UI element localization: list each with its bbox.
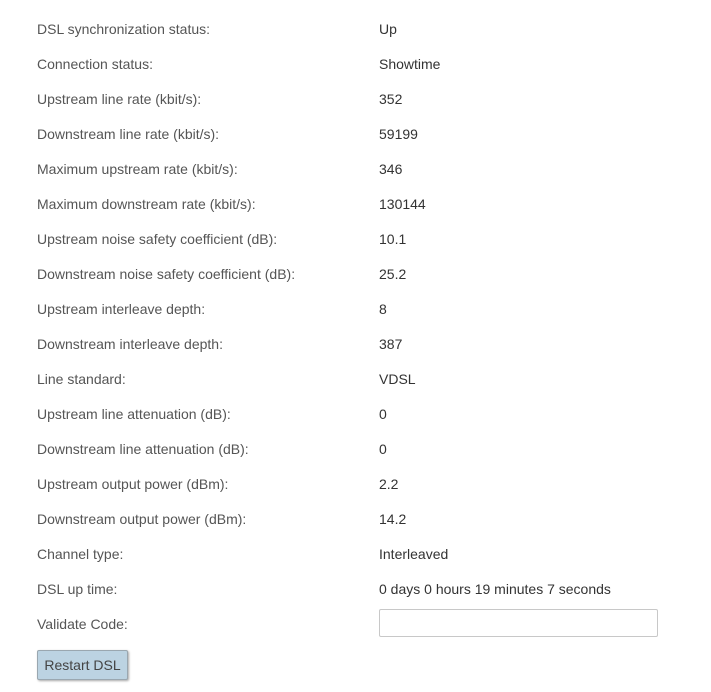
downstream-line-rate-label: Downstream line rate (kbit/s): bbox=[37, 126, 220, 142]
upstream-attenuation-value: 0 bbox=[379, 406, 387, 422]
status-row-upstream-noise bbox=[0, 231, 711, 266]
downstream-noise-value: 25.2 bbox=[379, 266, 407, 282]
max-downstream-rate-value: 130144 bbox=[379, 196, 426, 212]
max-upstream-rate-label: Maximum upstream rate (kbit/s): bbox=[37, 161, 238, 177]
upstream-noise-value: 10.1 bbox=[379, 231, 407, 247]
downstream-power-label: Downstream output power (dBm): bbox=[37, 511, 247, 527]
downstream-interleave-value: 387 bbox=[379, 336, 403, 352]
dsl-sync-label: DSL synchronization status: bbox=[37, 21, 211, 37]
restart-dsl-button[interactable]: Restart DSL bbox=[37, 650, 128, 680]
upstream-attenuation-label: Upstream line attenuation (dB): bbox=[37, 406, 231, 422]
status-row-line-standard bbox=[0, 371, 711, 406]
dsl-up-time-label: DSL up time: bbox=[37, 581, 118, 597]
status-row-downstream-attenuation bbox=[0, 441, 711, 476]
status-row-channel-type bbox=[0, 546, 711, 581]
upstream-power-value: 2.2 bbox=[379, 476, 399, 492]
status-row-upstream-attenuation bbox=[0, 406, 711, 441]
downstream-noise-label: Downstream noise safety coefficient (dB): bbox=[37, 266, 296, 282]
upstream-interleave-value: 8 bbox=[379, 301, 387, 317]
upstream-power-label: Upstream output power (dBm): bbox=[37, 476, 229, 492]
upstream-interleave-label: Upstream interleave depth: bbox=[37, 301, 206, 317]
channel-type-label: Channel type: bbox=[37, 546, 124, 562]
downstream-power-value: 14.2 bbox=[379, 511, 407, 527]
downstream-line-rate-value: 59199 bbox=[379, 126, 418, 142]
max-upstream-rate-value: 346 bbox=[379, 161, 403, 177]
status-row-connection bbox=[0, 56, 711, 91]
downstream-interleave-label: Downstream interleave depth: bbox=[37, 336, 223, 352]
status-row-downstream-interleave bbox=[0, 336, 711, 371]
status-row-downstream-power bbox=[0, 511, 711, 546]
validate-code-input[interactable] bbox=[379, 609, 658, 637]
channel-type-value: Interleaved bbox=[379, 546, 449, 562]
connection-status-value: Showtime bbox=[379, 56, 441, 72]
status-row-upstream-rate bbox=[0, 91, 711, 126]
dsl-sync-value: Up bbox=[379, 21, 397, 37]
dsl-up-time-value: 0 days 0 hours 19 minutes 7 seconds bbox=[379, 581, 611, 597]
line-standard-value: VDSL bbox=[379, 371, 416, 387]
status-row-upstream-interleave bbox=[0, 301, 711, 336]
validate-code-label: Validate Code: bbox=[37, 616, 128, 632]
line-standard-label: Line standard: bbox=[37, 371, 126, 387]
upstream-noise-label: Upstream noise safety coefficient (dB): bbox=[37, 231, 278, 247]
status-row-max-downstream bbox=[0, 196, 711, 231]
status-row-downstream-noise bbox=[0, 266, 711, 301]
status-row-max-upstream bbox=[0, 161, 711, 196]
downstream-attenuation-label: Downstream line attenuation (dB): bbox=[37, 441, 249, 457]
upstream-line-rate-value: 352 bbox=[379, 91, 403, 107]
downstream-attenuation-value: 0 bbox=[379, 441, 387, 457]
status-row-upstream-power bbox=[0, 476, 711, 511]
max-downstream-rate-label: Maximum downstream rate (kbit/s): bbox=[37, 196, 256, 212]
status-row-dsl-sync bbox=[0, 21, 711, 56]
connection-status-label: Connection status: bbox=[37, 56, 153, 72]
status-row-downstream-rate bbox=[0, 126, 711, 161]
upstream-line-rate-label: Upstream line rate (kbit/s): bbox=[37, 91, 202, 107]
